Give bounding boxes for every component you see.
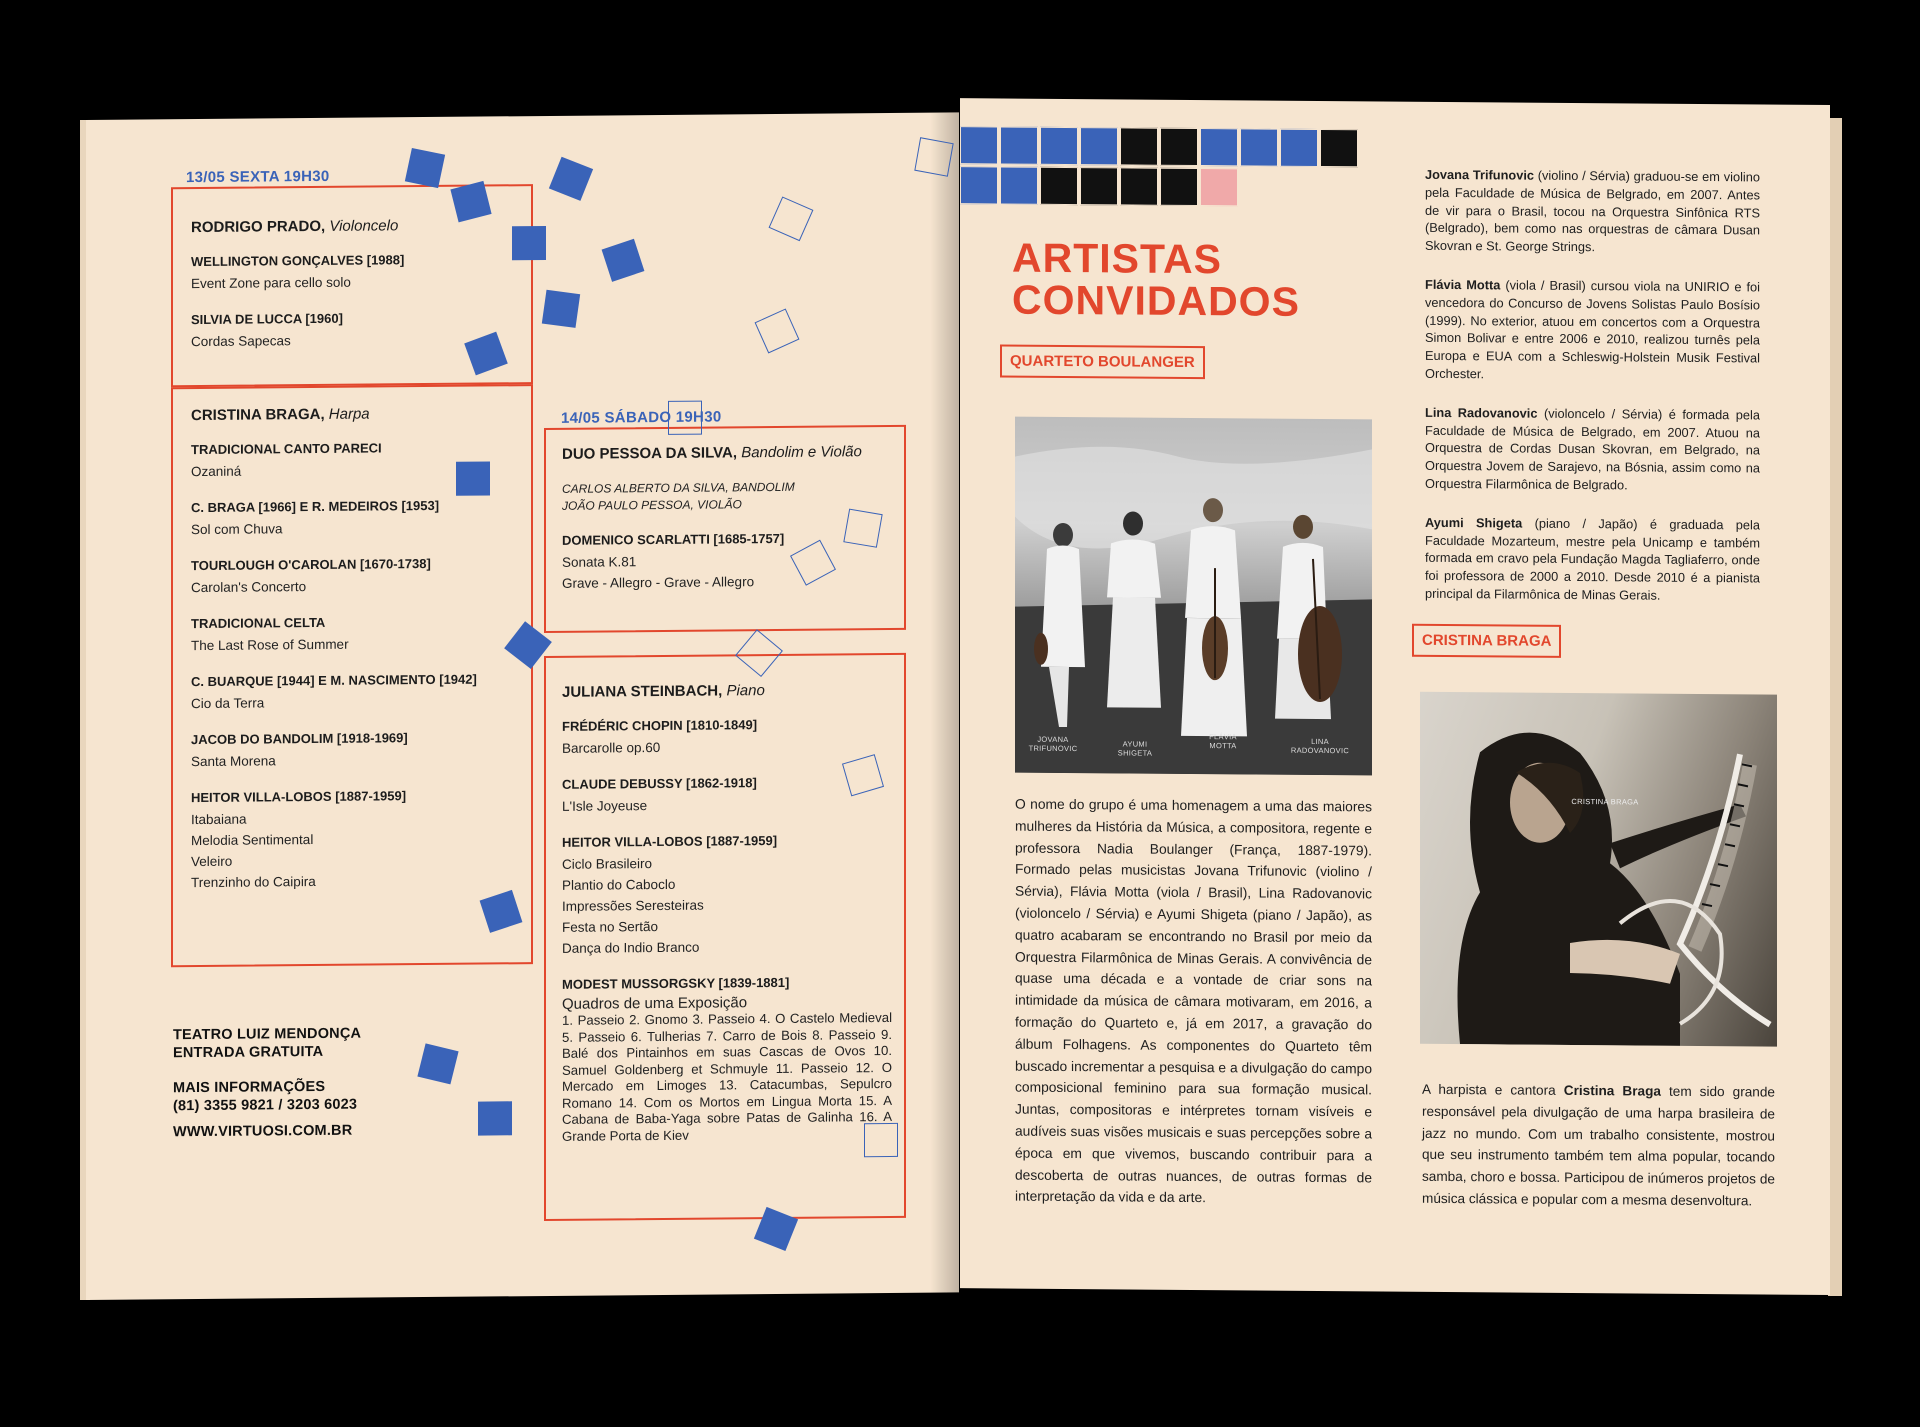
bio-text: (piano / Japão) é graduada pela Faculdade Mozarteum, mestre pela Unicamp e também formada em cravo pela Fundação Magda Tagliaferro, onde foi professora de 2000 a 2010. Desde 2010 é a pianista principal da Filarmônica de Minas Gerais. [1425,515,1760,603]
decor-square [417,1043,458,1084]
work-title: Itabaiana [191,811,247,828]
work-title: Plantio do Caboclo [562,876,676,893]
decor-square-outline [914,137,953,177]
composer-heading: TRADICIONAL CELTA [191,614,326,632]
performer-name: JULIANA STEINBACH, Piano [562,682,765,701]
work-title: Cio da Terra [191,695,265,712]
grid-cell [1200,128,1238,166]
work-title: Event Zone para cello solo [191,274,351,292]
work-list [191,516,526,540]
section-label-quartet: QUARTETO BOULANGER [1000,344,1205,379]
work-list [562,793,892,817]
work-title: L'Isle Joyeuse [562,798,648,814]
work-list [191,270,521,294]
grid-cell [1320,129,1358,167]
bio-name: Flávia Motta [1425,276,1501,293]
photo-caption: AYUMI SHIGETA [1117,739,1153,758]
decor-square [542,290,580,328]
work-title: Ciclo Brasileiro [562,856,653,872]
grid-cell [1000,126,1038,164]
work-title: Ozaniná [191,463,242,480]
decor-square [549,157,593,201]
work-title: Dança do Indio Branco [562,939,700,956]
work-list [191,806,526,893]
composer-heading: FRÉDÉRIC CHOPIN [1810-1849] [562,717,758,734]
decor-square [512,226,546,260]
work-list [191,748,526,772]
bio-paragraph [1425,276,1760,385]
date-heading-day2: 14/05 SÁBADO 19H30 [561,408,722,427]
decor-square-outline [668,401,702,435]
grid-cell [1200,168,1238,206]
decor-square-outline [769,196,814,241]
program-box-juliana [544,653,906,1221]
grid-cell [960,126,998,164]
photo-caption: FLÁVIA MOTTA [1209,732,1237,751]
work-list [562,735,892,759]
bio-paragraph [1425,514,1760,606]
composer-heading: JACOB DO BANDOLIM [1918-1969] [191,730,408,748]
decor-square [478,1101,512,1135]
work-title: Festa no Sertão [562,919,659,935]
bio-paragraph [1425,166,1760,258]
right-page [960,98,1830,1295]
bio-name: Ayumi Shigeta [1425,514,1523,531]
work-title: Cordas Sapecas [191,333,291,350]
section-label-cristina: CRISTINA BRAGA [1412,624,1561,658]
work-list [562,851,892,959]
grid-cell [1080,127,1118,165]
grid-cell [1240,128,1278,166]
composer-heading: DOMENICO SCARLATTI [1685-1757] [562,530,785,548]
work-movements: 1. Passeio 2. Gnomo 3. Passeio 4. O Castelo Medieval 5. Passeio 6. Tulherias 7. Carro de Bois 8. Passeio 9. Balé dos Pintainhos em suas Cascas de Ovos 10. Samuel Goldenberg et Schmuyle 11. Passeio 12. O Mercado em Limoges 13. Catacumbas, Sepulcro Romano 14. Com os Mortos em Lingua Morta 15. A Cabana de Baba-Yaga sobre Patas de Galinha 16. A Grande Porta de Kiev [562,1009,892,1144]
date-heading-day1: 13/05 SEXTA 19H30 [186,167,330,187]
grid-cell [1000,166,1038,204]
composer-heading: HEITOR VILLA-LOBOS [1887-1959] [562,832,778,850]
grid-cell [1160,168,1198,206]
decor-square [456,461,490,495]
quartet-photo [1015,417,1372,776]
work-title: Santa Morena [191,753,276,770]
work-title: Grave - Allegro - Grave - Allegro [562,574,755,591]
grid-cell [1120,127,1158,165]
performer-name: DUO PESSOA DA SILVA, Bandolim e Violão [562,443,862,463]
grid-cell [1080,167,1118,205]
bio-paragraph [1425,404,1760,496]
decor-square [602,239,645,282]
quartet-bios [1425,166,1760,626]
work-title: Barcarolle op.60 [562,739,661,756]
quartet-description: O nome do grupo é uma homenagem a uma das maiores mulheres da História da Música, a compositora, regente e professora Nadia Boulanger (França, 1887-1979). Formado pelas musicistas Jovana Trifunovic (violino / Sérvia), Flávia Motta (viola / Brasil), Lina Radovanovic (violoncelo / Sérvia) e Ayumi Shigeta (piano / Japão), as quatro acabaram se encontrando no Brasil por meio da Orquestra Filarmônica de Minas Gerais. A convivência de quase uma década e a vontade de criar sons na intimidade da música de câmara motivaram, em 2016, a formação do Quarteto e, já em 2017, a gravação do álbum Folhagens. As componentes do Quarteto têm buscado incrementar a pesquisa e a divulgação do campo composicional feminino para sua formação musical. Juntas, compositoras e intérpretes tornam visíveis e audíveis suas visões musicais e suas percepções sobre a época em que vivemos, buscando contribuir para a descoberta de outras nuances, de outras formas de interpretação da vida e da arte. [1015,796,1372,1206]
composer-heading: C. BUARQUE [1944] E M. NASCIMENTO [1942] [191,671,477,690]
photo-caption: LINA RADOVANOVIC [1290,736,1350,756]
work-title: The Last Rose of Summer [191,636,349,654]
performer-name: CRISTINA BRAGA, Harpa [191,405,370,425]
grid-cell [1280,129,1318,167]
work-list [191,632,526,656]
work-list [191,574,526,598]
photo-caption: JOVANA TRIFUNOVIC [1028,734,1078,754]
work-title: Veleiro [191,853,233,870]
composer-heading: MODEST MUSSORGSKY [1839-1881] [562,974,790,992]
bio-text: (violino / Sérvia) graduou-se em violino pela Faculdade de Música de Belgrado, em 2007. Antes de vir para o Brasil, tocou na Orquestra Sinfônica RTS (Belgrado), bem como nas orquestras de câmara Dusan Skovran e St. George Strings. [1425,167,1760,255]
composer-heading: HEITOR VILLA-LOBOS [1887-1959] [191,788,407,806]
work-title: Sol com Chuva [191,521,283,538]
left-page [86,112,959,1300]
work-title: Trenzinho do Caipira [191,873,316,891]
composer-heading: SILVIA DE LUCCA [1960] [191,310,343,328]
work-title: Carolan's Concerto [191,579,307,596]
duo-members: CARLOS ALBERTO DA SILVA, BANDOLIM JOÃO PAULO PESSOA, VIOLÃO [562,479,795,513]
grid-cell [1160,128,1198,166]
work-list [191,690,526,714]
work-title: Melodia Sentimental [191,832,314,849]
page-title: ARTISTAS CONVIDADOS [1012,234,1300,325]
venue-info: TEATRO LUIZ MENDONÇA ENTRADA GRATUITA [173,1025,362,1062]
grid-cell [1040,167,1078,205]
website-link[interactable]: WWW.VIRTUOSI.COM.BR [173,1122,353,1141]
work-title: Quadros de uma Exposição [562,994,748,1013]
work-list [562,549,897,594]
cristina-photo [1420,692,1777,1047]
decor-square-outline [843,509,882,548]
composer-heading: C. BRAGA [1966] E R. MEDEIROS [1953] [191,497,440,516]
more-info: MAIS INFORMAÇÕES (81) 3355 9821 / 3203 6023 [173,1078,358,1115]
page-edge-right [1828,118,1842,1296]
decor-square-outline [755,308,800,353]
photo-caption: CRISTINA BRAGA [1571,796,1639,807]
decor-square [405,148,445,188]
decor-square-outline [864,1123,898,1157]
composer-heading: WELLINGTON GONÇALVES [1988] [191,252,405,270]
work-title: Impressões Seresteiras [562,897,704,914]
bio-name: Lina Radovanovic [1425,404,1538,421]
grid-cell [960,166,998,204]
work-title: Sonata K.81 [562,554,637,570]
composer-heading: CLAUDE DEBUSSY [1862-1918] [562,775,757,792]
bio-text: (viola / Brasil) cursou viola na UNIRIO e foi vencedora do Concurso de Jovens Solistas Paulo Bosísio (1999). No exterior, atuou em concertos com a Orquestra Simon Bolivar e entre 2006 e 2010, realizou turnês pela Europa e EUA com a Schleswig-Holstein Musik Festival Orchester. [1425,277,1761,382]
bio-name: Jovana Trifunovic [1425,166,1535,183]
composer-heading: TRADICIONAL CANTO PARECI [191,440,382,458]
cristina-description: A harpista e cantora Cristina Braga tem sido grande responsável pela divulgação de uma harpa brasileira de jazz no mundo. Com um trabalho consistente, mostrou que seu instrumento também tem alma popular, tocando samba, choro e bossa. Participou de inúmeros projetos de música clássica e popular com a mesma desenvoltura. [1422,1081,1775,1209]
performer-name: RODRIGO PRADO, Violoncelo [191,217,399,237]
composer-heading: TOURLOUGH O'CAROLAN [1670-1738] [191,555,431,574]
grid-cell [1040,127,1078,165]
grid-cell [1120,167,1158,205]
bio-text: (violoncelo / Sérvia) é formada pela Faculdade de Música de Belgrado, em 2007. Atuou na Orquestra de Cordas Dusan Skovran, em Belgrado, na Orquestra Jovem de Sarajevo, na Bósnia, assim como na Orquestra Filarmônica de Belgrado. [1425,405,1760,493]
